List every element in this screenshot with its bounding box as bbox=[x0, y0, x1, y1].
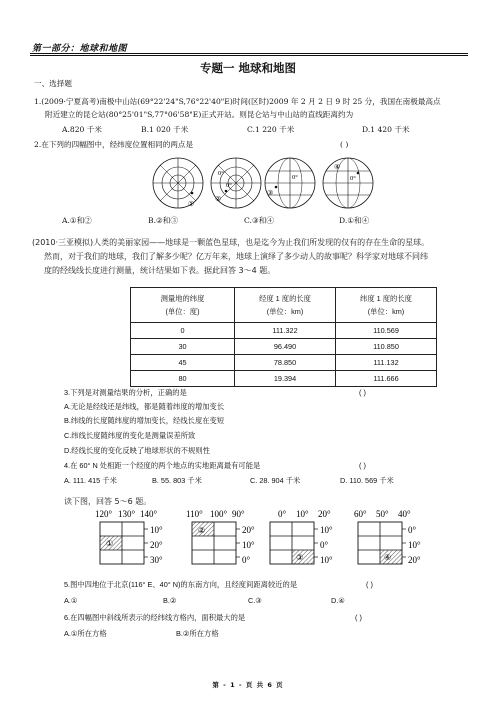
globe-3-label: 0° bbox=[292, 174, 298, 181]
q3-option-c: C.纬线长度随纬度的变化是测量误差所致 bbox=[64, 431, 196, 440]
grid-4-right-label: 20° bbox=[408, 555, 421, 565]
globe-1-label: ① bbox=[188, 200, 195, 208]
q4-option-c: C. 28. 904 千米 bbox=[250, 476, 301, 485]
table-cell: 30 bbox=[131, 339, 235, 355]
section-heading: 一、选择题 bbox=[34, 79, 72, 88]
intro-line2: 然而，对于我们的地球，我们了解多少呢？亿万年来，地球上演绎了多少动人的故事呢？科学家对地球不同纬 bbox=[44, 252, 428, 261]
q1-line1: 1.(2009·宁夏高考)南极中山站(69°22'24"S,76°22'40"E)时间(区时)2009 年 2 月 2 日 9 时 25 分，我国在南极最高点 bbox=[34, 97, 441, 106]
table-header-cell: 测量地的纬度 (单位：度) bbox=[131, 288, 235, 323]
q4-stem: 4.在 60° N 处相距一个经度的两个地点的实地距离最有可能是 bbox=[64, 461, 261, 470]
q3-answer-paren: ( ) bbox=[359, 388, 366, 397]
q6-option-a: A.①所在方格 bbox=[64, 629, 107, 638]
grid-4-top-label: 50° bbox=[376, 509, 389, 519]
grid-1-right-label: 10° bbox=[150, 525, 163, 535]
intro-line1: (2010·三亚模拟)人类的美丽家园——地球是一颗蓝色星球，也是迄今为止我们所发现的仅有的存在生命的星球。 bbox=[32, 238, 430, 247]
q5-stem: 5.图中四地位于北京(116° E、40° N)的东南方向，且经度间距离较近的是 bbox=[64, 580, 298, 589]
table-cell: 19.394 bbox=[235, 371, 336, 387]
grid-1-mark: ① bbox=[106, 539, 114, 548]
q1-option-c: C.1 220 千米 bbox=[247, 125, 295, 134]
grid-3-top-label: 20° bbox=[318, 509, 331, 519]
table-header-cell: 经度 1 度的长度 (单位：km) bbox=[235, 288, 336, 323]
grid-4-top-label: 40° bbox=[398, 509, 411, 519]
grid-3-top-label: 0° bbox=[278, 509, 287, 519]
read-map-prompt: 读下图，回答 5～6 题。 bbox=[64, 497, 152, 506]
q5-option-a: A.① bbox=[64, 596, 78, 605]
grid-3-right-label: 10° bbox=[320, 555, 333, 565]
q5-option-c: C.③ bbox=[248, 596, 262, 605]
table-cell: 111.322 bbox=[235, 323, 336, 339]
q5-option-d: D.④ bbox=[331, 596, 345, 605]
q3-option-a: A.无论是经线还是纬线，都是随着纬度的增加变长 bbox=[64, 402, 225, 411]
globe-4-mark: ④ bbox=[334, 163, 341, 171]
grid-4-right-label: 0° bbox=[408, 525, 417, 535]
grid-2-top-label: 110° bbox=[186, 509, 203, 519]
grid-2-right-label: 0° bbox=[242, 555, 251, 565]
q2-answer-paren: ( ) bbox=[340, 140, 349, 149]
grid-2-mark: ② bbox=[198, 526, 206, 535]
intro-line3: 度的经线线长度进行测量，统计结果如下表。据此回答 3～4 题。 bbox=[44, 266, 276, 275]
grid-3-top-label: 10° bbox=[296, 509, 309, 519]
header-rule bbox=[30, 53, 468, 54]
globe-2-label-0: 0° bbox=[218, 170, 224, 177]
globe-2-mark: ② bbox=[215, 195, 222, 203]
table-cell: 78.850 bbox=[235, 355, 336, 371]
table-cell: 111.132 bbox=[336, 355, 437, 371]
q5-answer-paren: ( ) bbox=[366, 580, 373, 589]
q4-answer-paren: ( ) bbox=[359, 461, 366, 470]
globe-3-mark: ③ bbox=[267, 189, 274, 197]
q2-option-a: A.①和② bbox=[62, 216, 92, 225]
grid-3-right-label: 10° bbox=[320, 525, 333, 535]
q2-stem: 2.在下列的四幅图中，经纬度位置相同的两点是 bbox=[34, 140, 194, 149]
measurement-table bbox=[130, 287, 437, 387]
q2-option-c: C.③和④ bbox=[244, 216, 274, 225]
table-cell: 111.666 bbox=[336, 371, 437, 387]
grid-1-right-label: 20° bbox=[150, 540, 163, 550]
table-header-cell: 纬度 1 度的长度 (单位：km) bbox=[336, 288, 437, 323]
grid-1-top-label: 140° bbox=[140, 509, 158, 519]
globe-2-label-1: 0° bbox=[226, 182, 232, 189]
grid-2-right-label: 10° bbox=[242, 540, 255, 550]
table-header-row bbox=[131, 288, 437, 323]
grid-map-1 bbox=[95, 509, 163, 565]
page-footer: 第 - 1 - 页 共 6 页 bbox=[212, 681, 284, 689]
q2-option-b: B.②和③ bbox=[148, 216, 178, 225]
q4-option-a: A. 111. 415 千米 bbox=[64, 476, 117, 485]
q3-option-b: B.纬线的长度随纬度的增加变长，经线长度在变短 bbox=[64, 416, 225, 425]
q4-option-b: B. 55. 803 千米 bbox=[152, 476, 202, 485]
globe-4-label: 0° bbox=[350, 175, 356, 182]
globe-1 bbox=[153, 158, 203, 208]
q6-stem: 6.在四幅图中斜线所表示的经纬线方格内，面积最大的是 bbox=[64, 613, 246, 622]
grid-4-mark: ④ bbox=[384, 553, 392, 562]
q1-option-b: B.1 020 千米 bbox=[141, 125, 189, 134]
globe-figures bbox=[140, 155, 380, 211]
q6-answer-paren: ( ) bbox=[355, 613, 362, 622]
q3-option-d: D.经线长度的变化反映了地球形状的不规则性 bbox=[64, 446, 210, 455]
globe-3 bbox=[265, 158, 315, 208]
grid-3-right-label: 0° bbox=[320, 540, 329, 550]
grid-2-top-label: 90° bbox=[232, 509, 245, 519]
q2-option-d: D.①和④ bbox=[339, 216, 370, 225]
table-cell: 0 bbox=[131, 323, 235, 339]
q1-option-a: A.820 千米 bbox=[62, 125, 102, 134]
grid-map-4 bbox=[354, 509, 421, 565]
q5-option-b: B.② bbox=[163, 596, 177, 605]
section-header: 第一部分：地球和地图 bbox=[32, 44, 128, 54]
table-cell: 110.569 bbox=[336, 323, 437, 339]
table-row bbox=[131, 339, 437, 355]
q6-option-b: B.②所在方格 bbox=[176, 629, 219, 638]
q4-option-d: D. 110. 569 千米 bbox=[340, 476, 394, 485]
table-cell: 45 bbox=[131, 355, 235, 371]
grid-2-top-label: 100° bbox=[210, 509, 228, 519]
grid-4-right-label: 10° bbox=[408, 540, 421, 550]
grid-maps bbox=[80, 506, 440, 574]
grid-map-2 bbox=[186, 509, 255, 565]
grid-1-top-label: 130° bbox=[118, 509, 136, 519]
grid-map-3 bbox=[270, 509, 333, 565]
header-rule-2 bbox=[30, 55, 468, 56]
table-cell: 96.490 bbox=[235, 339, 336, 355]
grid-1-right-label: 30° bbox=[150, 555, 163, 565]
globe-2 bbox=[211, 158, 261, 208]
grid-1-top-label: 120° bbox=[95, 509, 113, 519]
q1-line2: 附近建立的昆仑站(80°25'01"S,77°06'58"E)正式开站。则昆仑站与中山站的直线距离约为 bbox=[45, 110, 354, 119]
grid-3-mark: ③ bbox=[296, 553, 304, 562]
q1-option-d: D.1 420 千米 bbox=[362, 125, 410, 134]
grid-2-right-label: 20° bbox=[242, 525, 255, 535]
table-cell: 110.850 bbox=[336, 339, 437, 355]
table-row bbox=[131, 323, 437, 339]
table-cell: 80 bbox=[131, 371, 235, 387]
q3-stem: 3.下列是对测量结果的分析，正确的是 bbox=[64, 388, 187, 397]
grid-4-top-label: 60° bbox=[354, 509, 367, 519]
table-row bbox=[131, 355, 437, 371]
page-title: 专题一 地球和地图 bbox=[199, 61, 296, 75]
globe-4 bbox=[323, 158, 373, 208]
table-row bbox=[131, 371, 437, 387]
